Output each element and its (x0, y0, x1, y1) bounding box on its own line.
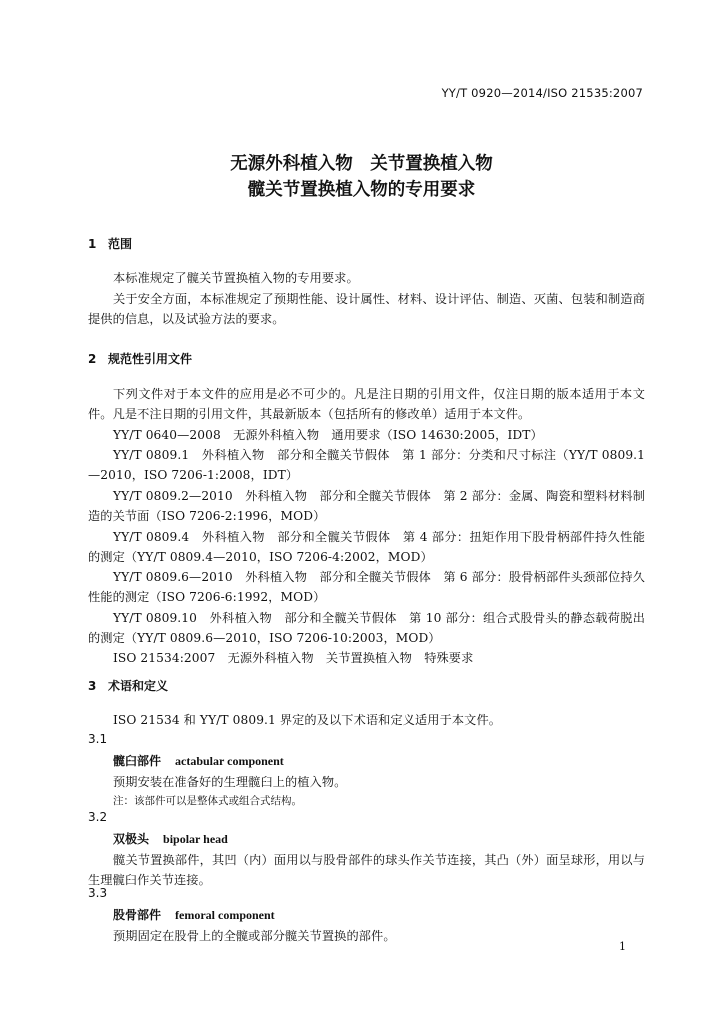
section-2-number: 2 (88, 352, 97, 366)
title-line-1: 无源外科植入物 关节置换植入物 (230, 154, 493, 174)
section-2-title: 规范性引用文件 (108, 352, 193, 366)
clause-number: 3.1 (88, 732, 108, 746)
term-zh: 髋臼部件 (113, 754, 162, 768)
section-1-para-2: 关于安全方面，本标准规定了预期性能、设计属性、材料、设计评估、制造、灭菌、包装和制造商提供的信息，以及试验方法的要求。 (88, 292, 645, 327)
section-3-title: 术语和定义 (108, 679, 169, 693)
term-entry (113, 752, 284, 769)
section-1-title: 范围 (108, 237, 133, 251)
term-en: femoral component (175, 908, 275, 922)
reference-item: YY/T 0809.6—2010 外科植入物 部分和全髋关节假体 第 6 部分：股骨柄部件头颈部位持久性能的测定（ISO 7206-6:1992，MOD） (88, 570, 645, 605)
reference-item: YY/T 0809.1 外科植入物 部分和全髋关节假体 第 1 部分：分类和尺寸标注（YY/T 0809.1—2010，ISO 7206-1:2008，IDT） (88, 448, 645, 483)
reference-item: YY/T 0809.4 外科植入物 部分和全髋关节假体 第 4 部分：扭矩作用下股骨柄部件持久性能的测定（YY/T 0809.4—2010，ISO 7206-4:2002，MOD） (88, 530, 645, 565)
reference-item: YY/T 0809.10 外科植入物 部分和全髋关节假体 第 10 部分：组合式股骨头的静态载荷脱出的测定（YY/T 0809.6—2010，ISO 7206-10:2003，MOD） (88, 611, 645, 646)
term-en: actabular component (175, 754, 284, 768)
section-3-number: 3 (88, 679, 97, 693)
section-1-number: 1 (88, 237, 97, 251)
reference-item: YY/T 0640—2008 无源外科植入物 通用要求（ISO 14630:2005，IDT） (113, 428, 543, 442)
section-1-heading (88, 235, 132, 252)
term-note: 注：该部件可以是整体式或组合式结构。 (113, 795, 302, 807)
reference-item: ISO 21534:2007 无源外科植入物 关节置换植入物 特殊要求 (113, 651, 474, 665)
page-number: 1 (619, 940, 626, 953)
term-entry (113, 906, 275, 923)
clause-number: 3.2 (88, 810, 108, 824)
term-definition: 预期安装在准备好的生理髋臼上的植入物。 (113, 775, 347, 789)
term-definition: 髋关节置换部件，其凹（内）面用以与股骨部件的球头作关节连接，其凸（外）面呈球形，用以与生理髋臼作关节连接。 (88, 853, 645, 888)
section-2-heading (88, 350, 192, 367)
term-en: bipolar head (163, 832, 228, 846)
title-line-2: 髋关节置换植入物的专用要求 (247, 180, 476, 200)
section-1-para-1: 本标准规定了髋关节置换植入物的专用要求。 (113, 271, 359, 285)
section-3-intro: ISO 21534 和 YY/T 0809.1 界定的及以下术语和定义适用于本文件。 (113, 713, 502, 727)
reference-item: YY/T 0809.2—2010 外科植入物 部分和全髋关节假体 第 2 部分：金属、陶瓷和塑料材料制造的关节面（ISO 7206-2:1996，MOD） (88, 489, 645, 524)
clause-number: 3.3 (88, 886, 108, 900)
term-zh: 双极头 (113, 832, 150, 846)
term-zh: 股骨部件 (113, 908, 162, 922)
section-2-intro: 下列文件对于本文件的应用是必不可少的。凡是注日期的引用文件，仅注日期的版本适用于本文件。凡是不注日期的引用文件，其最新版本（包括所有的修改单）适用于本文件。 (88, 387, 645, 422)
standard-code: YY/T 0920—2014/ISO 21535:2007 (441, 86, 643, 100)
term-definition: 预期固定在股骨上的全髋或部分髋关节置换的部件。 (113, 929, 396, 943)
term-entry (113, 830, 228, 847)
section-3-heading (88, 677, 168, 694)
